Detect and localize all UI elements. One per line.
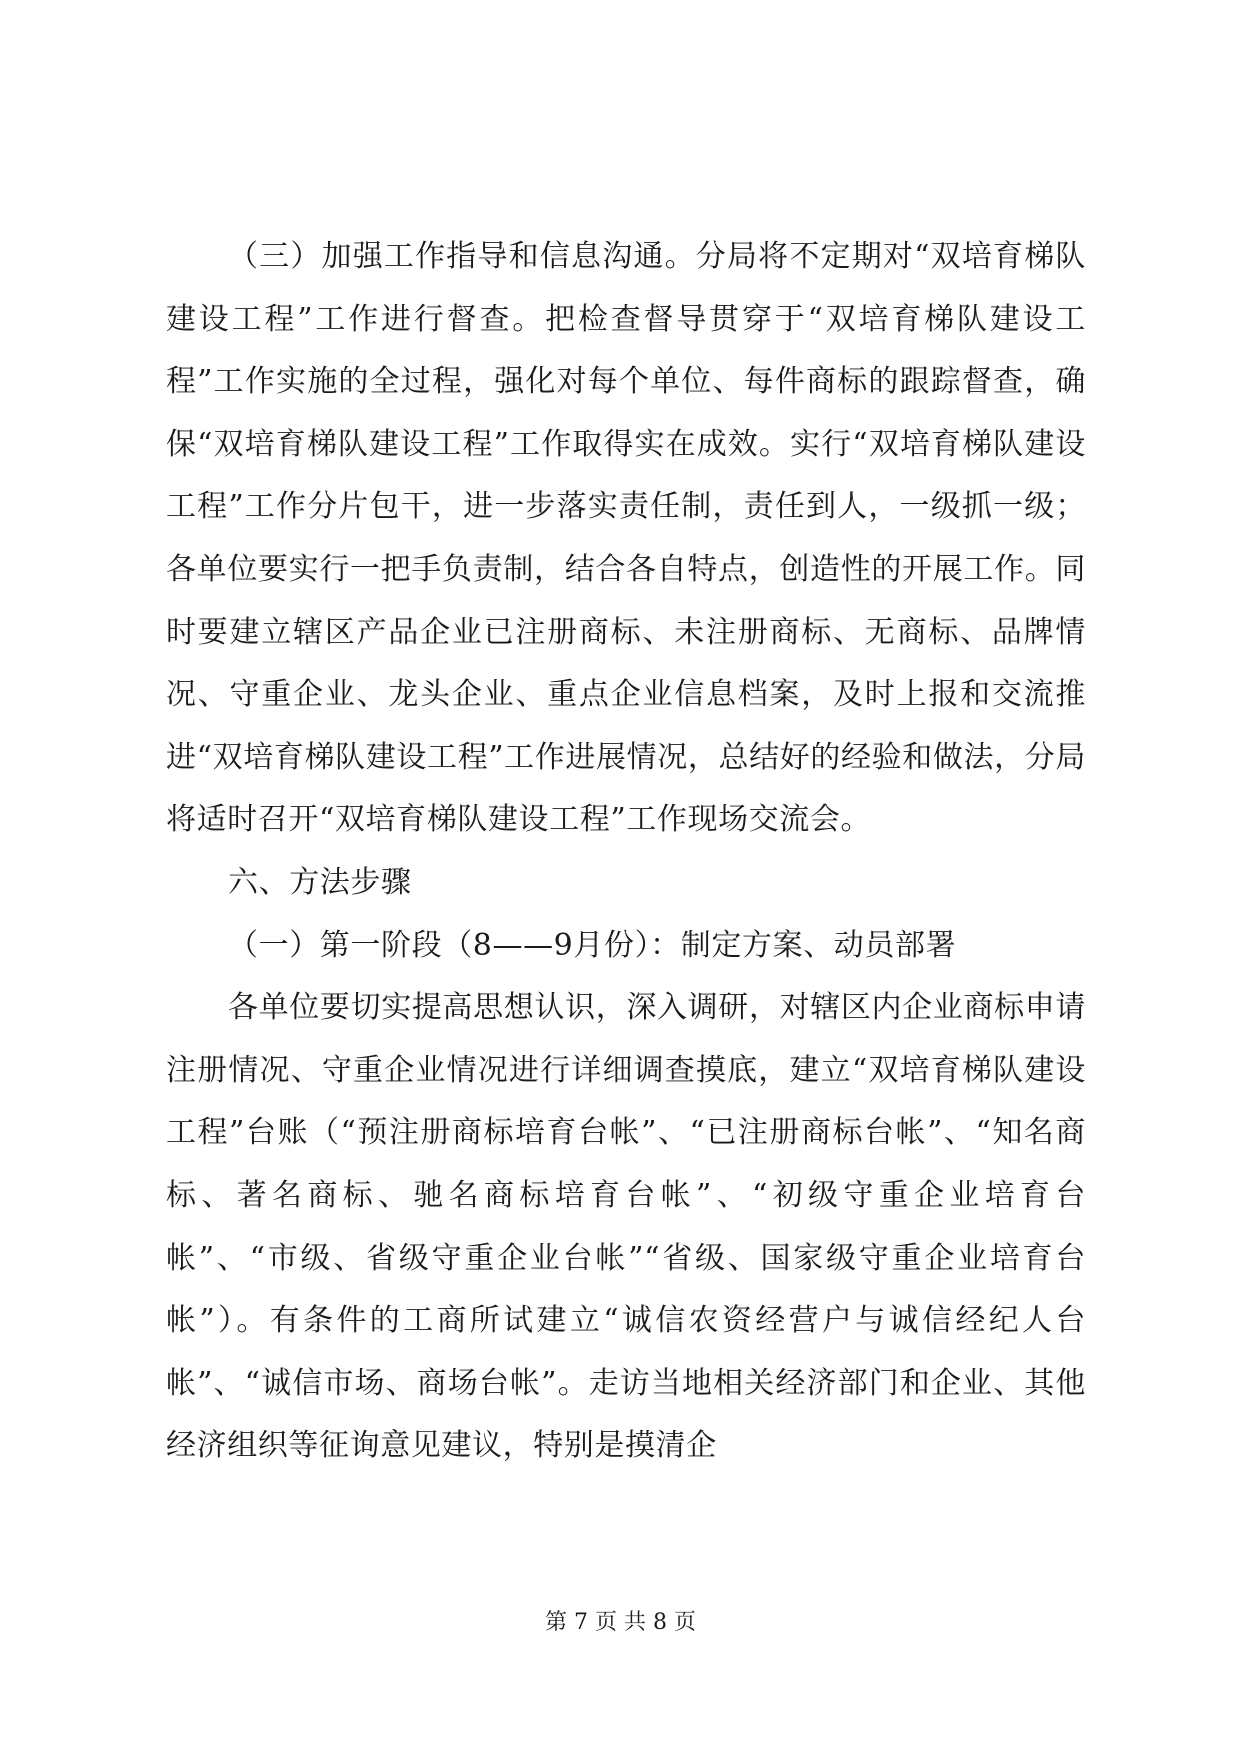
subsection-heading-stage-one: （一）第一阶段（8——9月份）：制定方案、动员部署 xyxy=(228,927,957,963)
paragraph-stage-one: 各单位要切实提高思想认识，深入调研，对辖区内企业商标申请注册情况、守重企业情况进行详细调查摸底，建立“双培育梯队建设工程”台账（“预注册商标培育台帐”、“已注册商标台帐”、“知名商标、著名商标、驰名商标培育台帐”、“初级守重企业培育台帐”、“市级、省级守重企业台帐”“省级、国家级守重企业培育台帐”）。有条件的工商所试建立“诚信农资经营户与诚信经纪人台帐”、“诚信市场、商场台帐”。走访当地相关经济部门和企业、其他经济组织等征询意见建议，特别是摸清企 xyxy=(166,990,1086,1464)
paragraph-guidance: （三）加强工作指导和信息沟通。分局将不定期对“双培育梯队建设工程”工作进行督查。把检查督导贯穿于“双培育梯队建设工程”工作实施的全过程，强化对每个单位、每件商标的跟踪督查，确保“双培育梯队建设工程”工作取得实在成效。实行“双培育梯队建设工程”工作分片包干，进一步落实责任制，责任到人，一级抓一级；各单位要实行一把手负责制，结合各自特点，创造性的开展工作。同时要建立辖区产品企业已注册商标、未注册商标、无商标、品牌情况、守重企业、龙头企业、重点企业信息档案，及时上报和交流推进“双培育梯队建设工程”工作进展情况，总结好的经验和做法，分局将适时召开“双培育梯队建设工程”工作现场交流会。 xyxy=(166,239,1086,838)
section-heading-methods: 六、方法步骤 xyxy=(228,864,412,900)
document-body xyxy=(166,226,1086,1478)
page-number-footer: 第 7 页 共 8 页 xyxy=(545,1610,696,1635)
